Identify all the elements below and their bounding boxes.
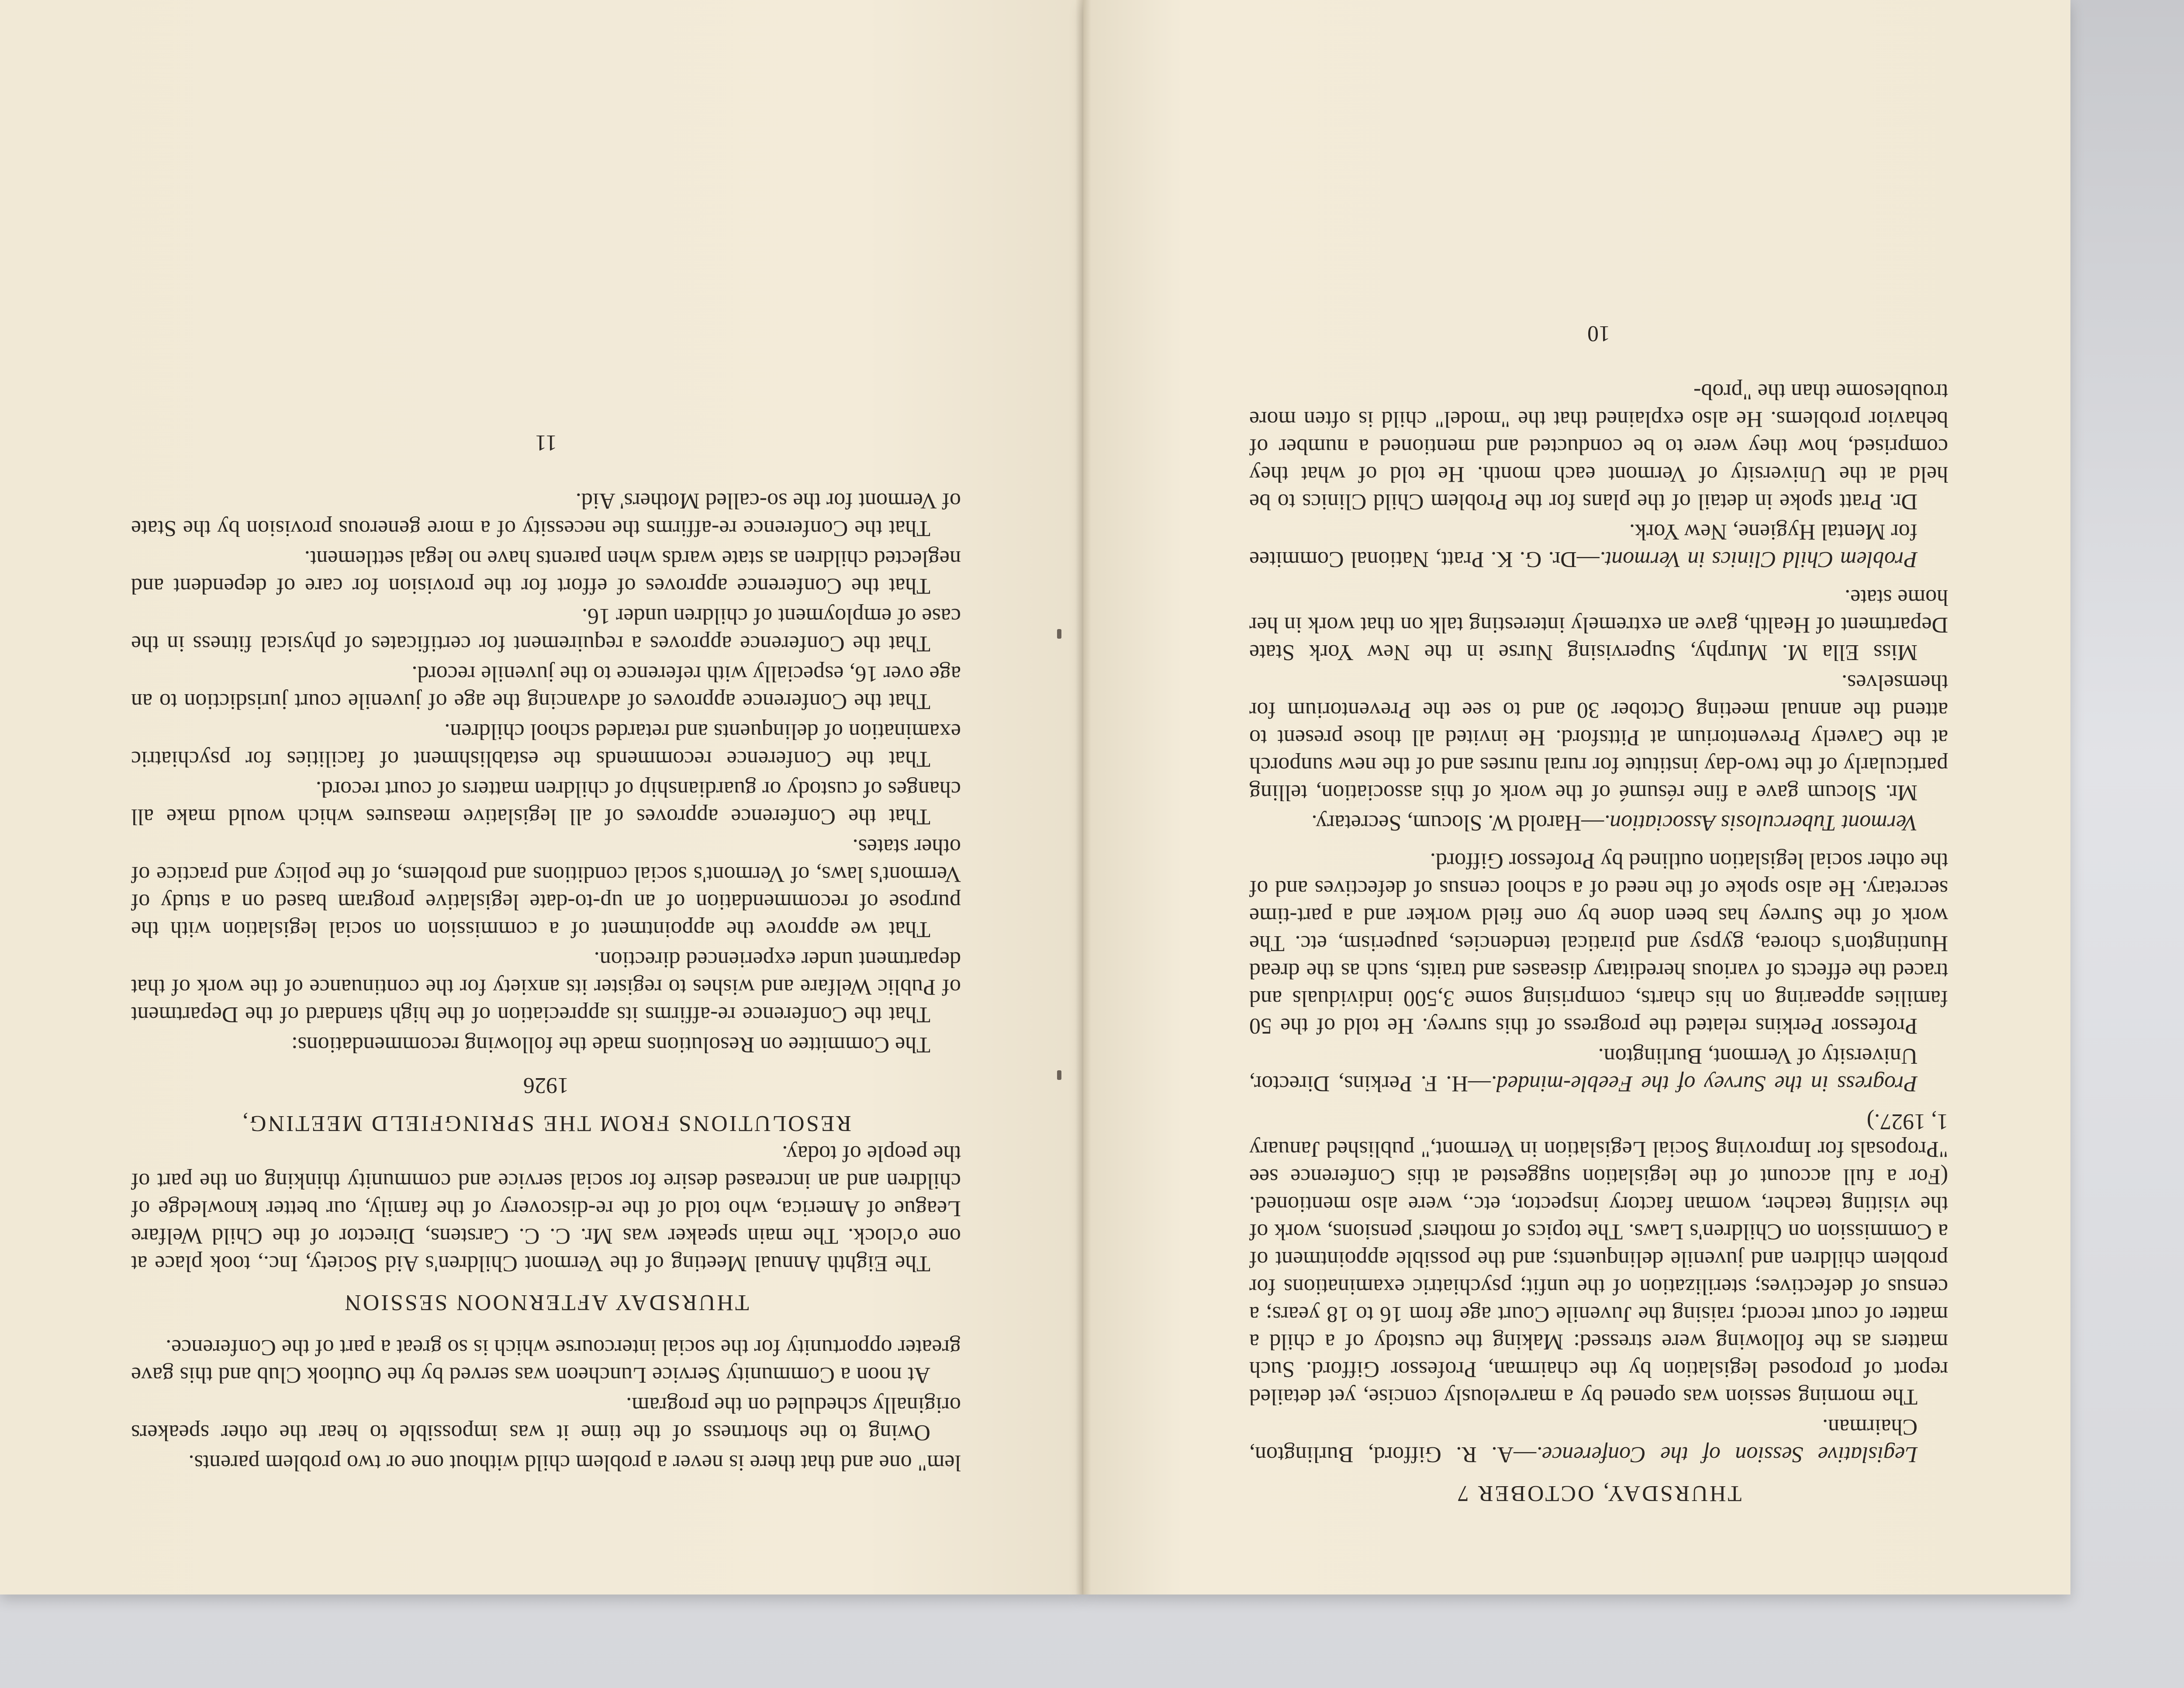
resolutions-heading: RESOLUTIONS FROM THE SPRINGFIELD MEETING, [240,1111,852,1136]
session-title: Problem Child Clinics in Vermont. [1599,547,1918,572]
resolution-item: That the Conference approves of advancing the age of juvenile court jurisdiction to an age over 16, especially with reference to the juvenile record. [131,661,961,714]
paragraph: At noon a Community Service Luncheon was served by the Outlook Club and this gave greater opportunity for the social intercourse which is so great a part of the Conference. [131,1335,961,1387]
session-item [1249,518,1948,573]
page-number: 11 [535,430,557,455]
thursday-heading: THURSDAY, OCTOBER 7 [1455,1481,1742,1506]
resolution-item: That the Conference approves of all legislative measures which would make all changes of custody or guardianship of children matters of court record. [131,777,961,829]
paragraph: Dr. Pratt spoke in detail of the plans for the Problem Child Clinics to be held at the University of Vermont each month. He told of what they comprised, how they were to be conducted and mentioned a number of behavior problems. He also explained that the "model" child is often more troublesome than the "prob- [1249,379,1948,514]
afternoon-session-heading: THURSDAY AFTERNOON SESSION [343,1290,749,1315]
continuation-text: lem" one and that there is never a problem child without one or two problem parents. [188,1450,961,1475]
page-10-text [1249,149,1948,1525]
session-speaker: —H. F. Perkins, Director, University of Vermont, Burlington. [1249,1044,1918,1096]
session-speaker: —A. R. Gifford, Burlington, Chairman. [1249,1415,1918,1467]
staple [1057,1070,1061,1080]
resolutions-intro: The Committee on Resolutions made the following recommendations: [291,1032,930,1057]
paragraph: The Eighth Annual Meeting of the Vermont Children's Aid Society, Inc., took place at one o'clock. The main speaker was Mr. C. C. Carstens, Director of the Child Welfare League of America, who told of the re-discovery of the family, our better knowledge of children and an increased desire for social service and community thinking on the part of the people of today. [131,1141,961,1276]
paragraph: The morning session was opened by a marvelously concise, yet detailed report of proposed legislation by the chairman, Professor Gifford. Such matters as the following were stressed: Making the custody of a child a matter of court record; raising the Juvenile Court age from 16 to 18 years; a census of defectives; sterilization of the unfit; psychiatric examinations for problem children and juvenile delinquents; and the possible appointment of a Commission on Children's Laws. The topics of mothers' pensions, work of the visiting teacher, woman factory inspector, etc., were also mentioned. (For a full account of the legislation suggested at this Conference see "Proposals for Improving Social Legislation in Vermont," published January 1, 1927.) [1249,1109,1948,1409]
paragraph: Professor Perkins related the progress of this survey. He told of the 50 families appearing on his charts, comprising some 3,500 individuals and traced the effects of various hereditary diseases and traits, such as the dread Huntington's chorea, gypsy and piratical tendencies, pauperism, etc. The work of the Survey has been done by one field worker and a part-time secretary. He also spoke of the need of a school census of defectives and of the other social legislation outlined by Professor Gifford. [1249,848,1948,1038]
session-item [1249,1413,1948,1468]
page-11-text [131,166,961,1477]
resolution-item: That the Conference recommends the establishment of facilities for psychiatric examination of delinquents and retarded school children. [131,719,961,771]
session-item [1249,809,1948,837]
session-title: Progress in the Survey of the Feeble-minded. [1490,1071,1918,1096]
resolutions-year: 1926 [523,1073,569,1098]
page-right [1083,0,2070,1595]
resolution-item: That the Conference approves of effort for the provision for care of dependent and neglected children as state wards when parents have no legal settlement. [131,546,961,598]
resolution-item: That the Conference re-affirms its appreciation of the high standard of the Department of Public Welfare and wishes to register its anxiety for the continuance of the work of that department under experienced direction. [131,947,961,1027]
session-speaker: —Harold W. Slocum, Secretary. [1311,810,1604,835]
resolution-item: That the Conference re-affirms the necessity of a more generous provision by the State of Vermont for the so-called Mothers' Aid. [131,488,961,541]
session-title: Legislative Session of the Conference. [1536,1442,1918,1467]
staple [1057,629,1061,639]
page-left [0,0,1083,1595]
resolution-item: That the Conference approves a requirement for certificates of physical fitness in the case of employment of children under 16. [131,604,961,656]
paragraph: Owing to the shortness of the time it was impossible to hear the other speakers originally scheduled on the program. [131,1393,961,1445]
paragraph: Mr. Slocum gave a fine résumé of the work of this association, telling particularly of the two-day institute for rural nurses and of the new sunporch at the Caverly Preventorium at Pittsford. He invited all those present to attend the annual meeting October 30 and to see the Preventorium for themselves. [1249,670,1948,805]
paragraph: Miss Ella M. Murphy, Supervising Nurse in the New York State Department of Health, gave an extremely interesting talk on that work in her home state. [1249,585,1948,665]
session-speaker: —Dr. G. K. Pratt, National Commitee for Mental Hygiene, New York. [1249,519,1918,572]
session-title: Vermont Tuberculosis Association. [1604,810,1918,835]
page-number: 10 [1587,321,1610,346]
resolution-item: That we approve the appointment of a commission on social legislation with the purpose of recommendation of an up-to-date legislative program based on a study of Vermont's laws, of Vermont's social conditions and problems, of the policy and practice of other states. [131,834,961,942]
session-item [1249,1042,1948,1097]
binding-gutter [1075,0,1091,1595]
